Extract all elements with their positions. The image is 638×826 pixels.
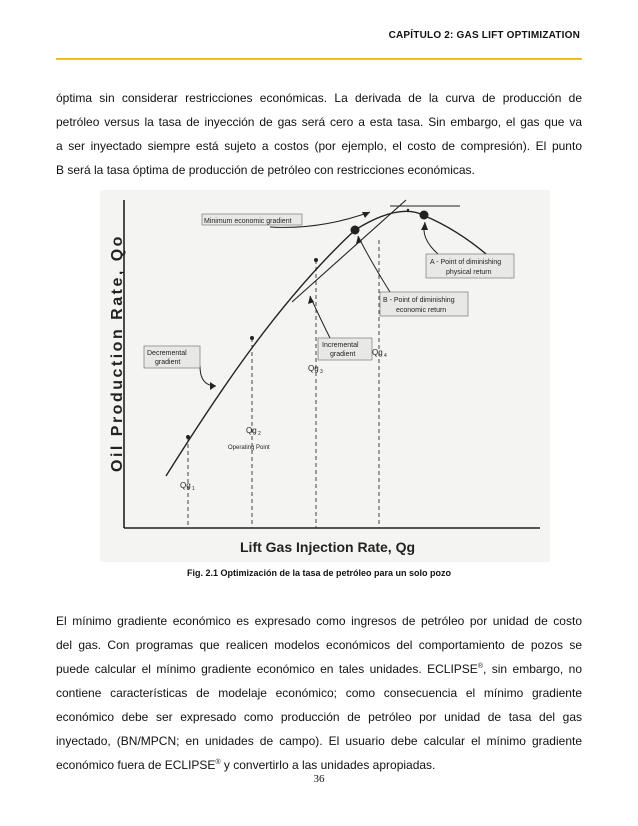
arrowhead [210,382,216,390]
tick-dot [407,209,409,211]
incremental-label: gradient [330,351,356,358]
paragraph-2-line: inyectado, (BN/MPCN; en unidades de campo). El usuario debe calcular el mínimo gradiente [56,734,582,748]
decremental-label: Decremental [147,350,187,357]
qg4-subscript: 4 [384,353,387,359]
minimum-gradient-tangent [292,200,406,302]
qg3-subscript: 3 [320,369,323,375]
point-a [420,211,429,220]
figure-caption: Fig. 2.1 Optimización de la tasa de petróleo para un solo pozo [186,568,452,578]
page-number: 36 [313,773,325,785]
eclipse-text: puede calcular el mínimo gradiente económico en tales unidades. ECLIPSE [56,662,478,676]
gas-lift-diagram [100,190,550,562]
paragraph-2-line: contiene características de modelaje económico; como consecuencia el mínimo gradiente [56,686,582,700]
qg2-subscript: 2 [258,431,261,437]
gas-lift-figure [100,190,550,562]
point-a-label: physical return [446,269,492,276]
chapter-header: CAPÍTULO 2: GAS LIFT OPTIMIZATION [388,30,580,41]
registered-mark: ® [477,663,483,670]
point-qg3 [314,258,318,262]
qg1-label: Qg [180,481,191,490]
incremental-label: Incremental [322,342,359,349]
qg1-subscript: 1 [192,486,195,492]
point-qg2 [250,336,254,340]
x-axis-label: Lift Gas Injection Rate, Qg [240,539,416,555]
paragraph-2-line: del gas. Con programas que realicen modelos económicos del comportamiento de pozos se [56,638,582,652]
arrowhead [421,222,428,230]
paragraph-1-line: B será la tasa óptima de producción de petróleo con restricciones económicas. [56,163,475,177]
operating-point-label: Operating Point [228,445,270,451]
point-b [351,226,360,235]
text-fragment: , sin embargo, no [482,662,583,676]
point-b-label: B - Point of diminishing [383,297,455,304]
point-a-label: A - Point of diminishing [430,259,502,266]
registered-mark: ® [215,759,221,766]
paragraph-2 [56,609,582,777]
qg3-label: Qg [308,364,319,373]
point-b-label: economic return [396,307,447,314]
qg2-label: Qg [246,426,257,435]
paragraph-1 [56,86,582,182]
paragraph-2-line [56,657,582,681]
qg4-label: Qg [372,348,383,357]
paragraph-2-line: El mínimo gradiente económico es expresado como ingresos de petróleo por unidad de costo [56,614,582,628]
text-fragment: y convertirlo a las unidades apropiadas. [220,758,436,772]
eclipse-text: económico fuera de ECLIPSE [56,758,216,772]
paragraph-1-line: petróleo versus la tasa de inyección de gas será cero a esta tasa. Sin embargo, el gas que va [56,115,582,129]
paragraph-2-line: económico debe ser expresado como producción de petróleo por unidad de tasa del gas [56,710,582,724]
paragraph-1-line: a ser inyectado siempre está sujeto a costos (por ejemplo, el costo de compresión). El punto [56,139,582,153]
point-qg1 [186,435,190,439]
decremental-arrow [200,366,216,386]
min-gradient-label: Minimum economic gradient [204,218,292,225]
paragraph-1-line: óptima sin considerar restricciones económicas. La derivada de la curva de producción de [56,91,582,105]
arrowhead [362,212,370,218]
y-axis-label: Oil Production Rate, Qo [109,234,126,472]
header-rule [56,58,582,60]
point-b-arrow [358,236,390,292]
decremental-label: gradient [155,359,181,366]
